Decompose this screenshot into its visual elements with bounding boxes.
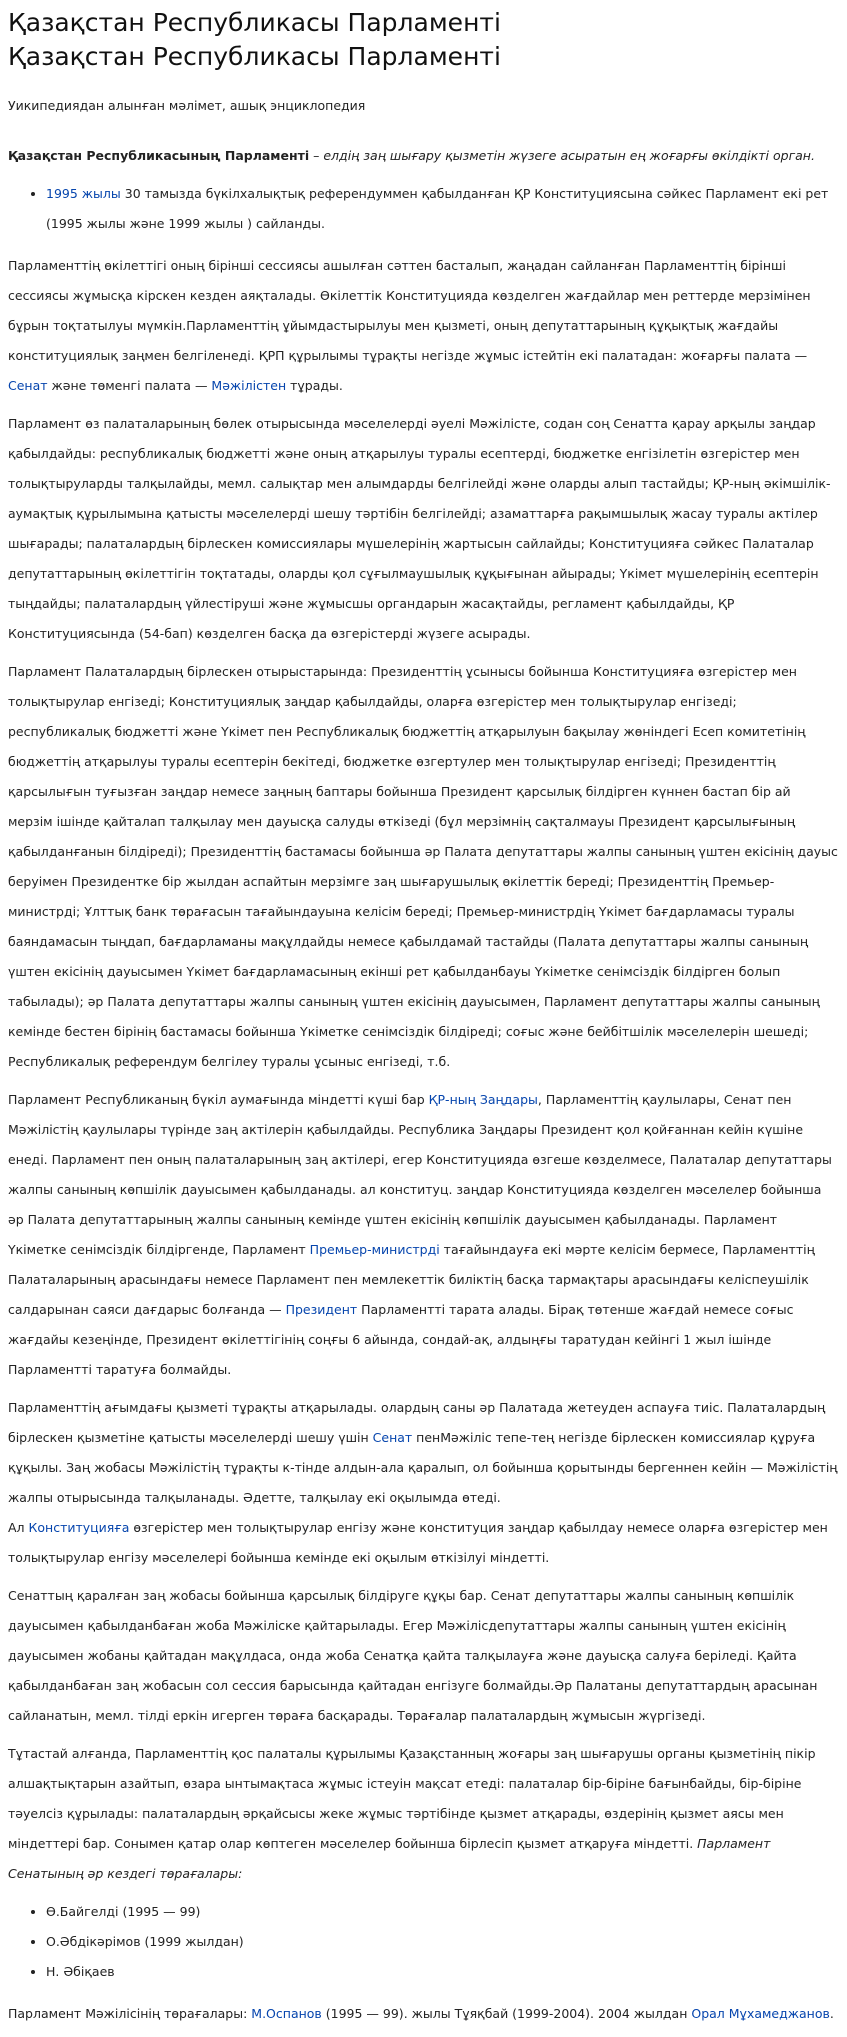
intro-italic: – елдің заң шығару қызметін жүзеге асыратын ең жоғарғы өкілдікті орган. [309,148,815,163]
paragraph-3: Парламент Палаталардың бірлескен отырыстарында: Президенттің ұсынысы бойынша Конституцияға өзгерістер мен толықтырулар енгізеді; Конституциялық заңдар қабылдайды, оларға өзгерістер мен толықтырулар енгізеді; республикалық бюджетті және Үкімет пен Республикалық бюджеттің атқарылуын бақылау жөніндегі Есеп комитетінің бюджеттің атқарылуы туралы есептерін бекітеді, бюджетке өзгертулер мен толықтырулар енгізеді; Президенттің қарсылығын туғызған заңдар немесе заңның баптары бойынша Президент қарсылық білдірген күннен бастап бір ай мерзім ішінде қайталап талқылау мен дауысқа салуды өткізеді (бұл мерзімнің сақталмауы Президент қарсылығының қабылданғанын білдіреді); Президенттің бастамасы бойынша әр Палата депутаттары жалпы санының үштен екісінің дауыс беруімен Президентке бір жылдан аспайтын мерзімге заң шығарушылық өкілеттік береді; Президенттің Премьер-министрді; Ұлттық банк төрағасын тағайындауына келісім береді; Премьер-министрдің Үкімет бағдарламасы туралы баяндамасын тыңдап, бағдарламаны мақұлдайды немесе қабылдамай тастайды (Палата депутаттары жалпы санының үштен екісінің дауысымен Үкімет бағдарламасының екінші рет қабылданбауы Үкіметке сенімсіздік білдірген болып табылады); әр Палата депутаттары жалпы санының үштен екісінің дауысымен, Парламент депутаттары жалпы санының кемінде бестен бірінің бастамасы бойынша Үкіметке сенімсіздік білдіреді; соғыс және бейбітшілік мәселелерін шешеді; Республикалық референдум белгілеу туралы ұсыныс енгізеді, т.б. [8,664,838,1069]
link-prime-minister[interactable]: Премьер-министрді [309,1242,440,1257]
link-laws[interactable]: ҚР-ның Заңдары [428,1092,538,1107]
p4-text-b: , Парламенттің қаулылары, Сенат пен Мәжілістің қаулылары түрінде заң актілерін қабылдайды. Республика Заңдары Президент қол қойғаннан кейін күшіне енеді. Парламент пен оның палаталарының заң актілері, егер Конституцияда өзгеше көзделмесе, Палаталар депутаттары жалпы санының көпшілік дауысымен қабылданады. ал конституц. заңдар Конституцияда көзделген мәселелер бойынша әр Палата депутаттарының жалпы санының кемінде үштен екісінің көпшілік дауысымен қабылданады. Парламент Үкіметке сенімсіздік білдіргенде, Парламент [8,1092,832,1257]
link-mazhilis[interactable]: Мәжілістен [211,378,287,393]
paragraph-6: Сенаттың қаралған заң жобасы бойынша қарсылық білдіруге құқы бар. Сенат депутаттары жалпы санының көпшілік дауысымен қабылданбаған жоба Мәжіліске қайтарылады. Егер Мәжілісдепутаттары жалпы санының үштен екісінің дауысымен жобаны қайтадан мақұлдаса, онда жоба Сенатқа қайта талқылауға және дауысқа салуға беріледі. Қайта қабылданбаған заң жобасын сол сессия барысында қайтадан енгізуге болмайды.Әр Палатаны депутаттардың арасынан сайланатын, мемл. тілді еркін игерген төраға басқарады. Төрағалар палаталардың жұмысын жүргізеді. [8,1588,818,1723]
list-item: • О.Әбдікәрімов (1999 жылдан) [46,1927,839,1957]
p8-text-a: Парламент Мәжілісінің төрағалары: [8,2006,252,2021]
paragraph-2: Парламент өз палаталарының бөлек отырысында мәселелерді әуелі Мәжілісте, содан соң Сенатта қарау арқылы заңдар қабылдайды: республикалық бюджетті және оның атқарылуы туралы есептерді, бюджетке енгізілетін өзгерістер мен толықтыруларды талқылайды, мемл. салықтар мен алымдарды белгілейді және оларды алып тастайды; ҚР-ның әкімшілік-аумақтық құрылымына қатысты мәселелерді шешу тәртібін белгілейді; азаматтарға рақымшылық жасау туралы актілер шығарады; палаталардың бірлескен комиссиялары мүшелерінің жартысын сайлайды; Конституцияға сәйкес Палаталар депутаттарының өкілеттігін тоқтатады, оларды қол сұғылмаушылық құқығынан айырады; Үкімет мүшелерінің есептерін тыңдайды; палаталардың үйлестіруші және жұмысшы органдарын жасақтайды, регламент қабылдайды, ҚР Конституциясында (54-бап) көзделген басқа да өзгерістерді жүзеге асырады. [8,416,831,641]
bullet-text: 30 тамызда бүкілхалықтық референдуммен қабылданған ҚР Конституциясына сәйкес Парламент екі рет (1995 жылы және 1999 жылы ) сайланды. [46,186,829,231]
link-1995[interactable]: 1995 жылы [46,186,121,201]
p1-text-a: Парламенттің өкілеттігі оның бірінші сессиясы ашылған сәттен басталып, жаңадан сайланған Парламенттің бірінші сессиясы жұмысқа кірскен кезден аяқталады. Өкілеттік Конституцияда көзделген жағдайлар мен реттерде мерзімінен бұрын тоқтатылуы мүмкін.Парламенттің ұйымдастырылуы мен қызметі, оның депутаттарының құқықтық жағдайы конституциялық заңмен белгіленеді. ҚРП құрылымы тұрақты негізде жұмыс істейтін екі палатадан: жоғарғы палата — [8,258,811,363]
paragraph-5 [8,1393,839,1573]
p4-text-d: Парламентті тарата алады. Бірақ төтенше жағдай немесе соғыс жағдайы кезеңінде, Президент өкілеттігінің соңғы 6 айында, сондай-ақ, алдыңғы таратудан кейінгі 1 жыл ішінде Парламентті таратуға болмайды. [8,1302,794,1377]
p4-text-a: Парламент Республиканың бүкіл аумағында міндетті күші бар [8,1092,429,1107]
paragraph-8 [8,1999,839,2029]
link-constitution[interactable]: Конституцияға [28,1520,130,1535]
p1-text-b: және төменгі палата — [47,378,212,393]
link-senate-2[interactable]: Сенат [372,1430,413,1445]
site-subtitle: Уикипедиядан алынған мәлімет, ашық энциклопедия [8,98,366,113]
link-mukhamedzhanov[interactable]: Орал Мұхамеджанов [691,2006,830,2021]
paragraph-7 [8,1739,839,1889]
p5-text-d: өзгерістер мен толықтырулар енгізу және конституция заңдар қабылдау немесе оларға өзгерістер мен толықтырулар енгізу мәселелері бойынша кемінде екі оқылым өткізілуі міндетті. [8,1520,828,1565]
p5-text-b: пенМәжіліс тепе-тең негізде бірлескен комиссиялар құруға құқылы. Заң жобасы Мәжілістің тұрақты к-тінде алдын-ала қаралып, ол бойынша қорытынды бергеннен кейін — Мәжілістің жалпы отырысында талқыланады. Әдетте, талқылау екі оқылымда өтеді. [8,1430,838,1505]
link-ospanov[interactable]: М.Оспанов [251,2006,322,2021]
link-senate[interactable]: Сенат [8,378,48,393]
list-item: • Н. Әбіқаев [46,1957,839,1987]
p4-text-c: тағайындауға екі мәрте келісім бермесе, Парламенттің Палаталарының арасындағы немесе Парламент пен мемлекеттік биліктің басқа тармақтары арасындағы келіспеушілік салдарынан саяси дағдарыс болғанда — [8,1242,815,1317]
page-title [8,6,839,74]
p8-text-c: . [829,2006,834,2021]
title-line-1: Қазақстан Республикасы Парламенті [8,8,501,37]
senate-chairs-list [8,1897,839,1987]
list-item [46,179,839,239]
intro-paragraph [8,141,839,171]
list-item: • Ө.Байгелді (1995 — 99) [46,1897,839,1927]
intro-bold: Қазақстан Республикасының Парламенті [8,148,310,163]
p1-text-c: тұрады. [286,378,343,393]
paragraph-4 [8,1085,839,1385]
p7-italic: Парламент Сенатының әр кездегі төрағалары: [8,1836,771,1881]
paragraph-1 [8,251,839,401]
p5-text-a: Парламенттің ағымдағы қызметі тұрақты атқарылады. олардың саны әр Палатада жетеуден аспауға тиіс. Палаталардың бірлескен қызметіне қатысты мәселелерді шешу үшін [8,1400,826,1445]
intro-list [8,179,839,239]
p7-text: Тұтастай алғанда, Парламенттің қос палаталы құрылымы Қазақстанның жоғары заң шығарушы органы қызметінің пікір алшақтықтарын азайтып, өзара ынтымақтаса жұмыс істеуін мақсат етеді: палаталар бір-біріне бағынбайды, бір-біріне тәуелсіз құрылады: палаталардың әрқайсысы жеке жұмыс тәртібінде қызмет атқарады, өздерінің қызмет аясы мен міндеттері бар. Сонымен қатар олар көптеген мәселелер бойынша бірлесіп қызмет атқаруға міндетті. [8,1746,816,1851]
p5-text-c: Ал [8,1520,29,1535]
title-line-2: Қазақстан Республикасы Парламенті [8,42,501,71]
p8-text-b: (1995 — 99). жылы Тұяқбай (1999-2004). 2004 жылдан [321,2006,692,2021]
link-president[interactable]: Президент [285,1302,358,1317]
